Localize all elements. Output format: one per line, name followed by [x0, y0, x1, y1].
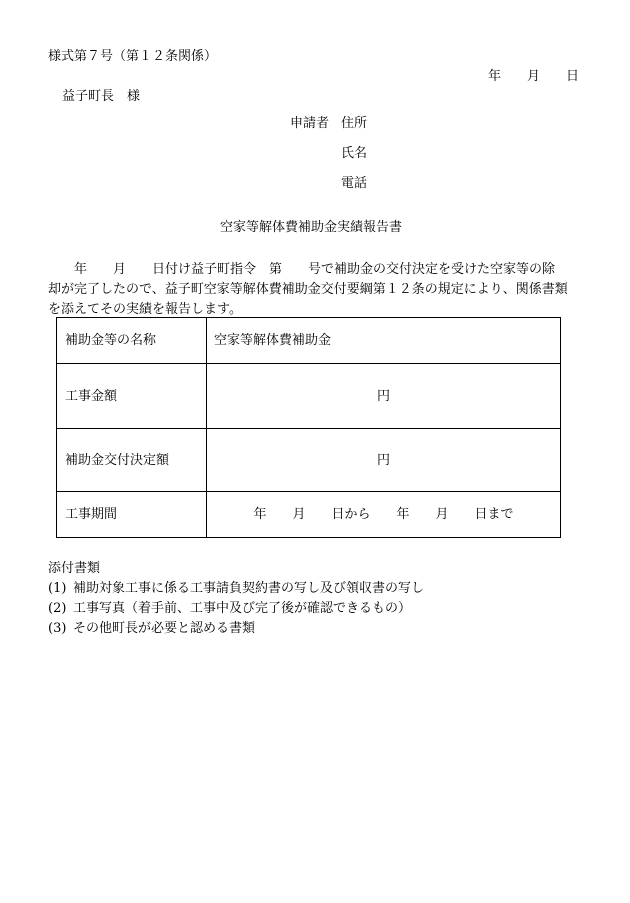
body-line: 年 月 日付け益子町指令 第 号で補助金の交付決定を受けた空家等の除	[48, 262, 556, 277]
construction-period-label: 工事期間	[57, 492, 207, 538]
grant-decision-amount-value: 円	[207, 429, 561, 492]
applicant-phone-label: 電話	[341, 176, 368, 191]
subsidy-name-value: 空家等解体費補助金	[207, 318, 561, 364]
attachment-text: 補助対象工事に係る工事請負契約書の写し及び領収書の写し	[73, 581, 425, 596]
date-line: 年 月 日	[488, 69, 580, 84]
report-body-paragraph	[48, 260, 588, 320]
table-row	[57, 318, 561, 364]
table-row	[57, 492, 561, 538]
applicant-label: 申請者	[290, 116, 330, 131]
construction-amount-label: 工事金額	[57, 364, 207, 429]
attachment-number: (1)	[48, 581, 67, 596]
table-row	[57, 364, 561, 429]
applicant-address-label: 住所	[341, 116, 368, 131]
attachment-item	[48, 582, 424, 595]
construction-amount-value: 円	[207, 364, 561, 429]
applicant-name-label: 氏名	[341, 146, 368, 161]
attachment-text: その他町長が必要と認める書類	[73, 621, 256, 636]
document-title: 空家等解体費補助金実績報告書	[220, 220, 403, 235]
construction-period-value: 年 月 日から 年 月 日まで	[207, 492, 561, 538]
attachments-heading: 添付書類	[48, 561, 101, 576]
table-row	[57, 429, 561, 492]
report-table	[56, 317, 561, 538]
attachment-number: (2)	[48, 601, 67, 616]
addressee: 益子町長 様	[62, 89, 141, 104]
attachment-item	[48, 622, 255, 635]
subsidy-name-label: 補助金等の名称	[57, 318, 207, 364]
attachment-number: (3)	[48, 621, 67, 636]
attachment-text: 工事写真（着手前、工事中及び完了後が確認できるもの）	[73, 601, 412, 616]
grant-decision-amount-label: 補助金交付決定額	[57, 429, 207, 492]
form-number: 様式第７号（第１２条関係）	[48, 49, 218, 64]
body-line: 却が完了したので、益子町空家等解体費補助金交付要綱第１２条の規定により、関係書類	[48, 282, 568, 297]
attachment-item	[48, 602, 411, 615]
body-line: を添えてその実績を報告します。	[48, 302, 242, 317]
